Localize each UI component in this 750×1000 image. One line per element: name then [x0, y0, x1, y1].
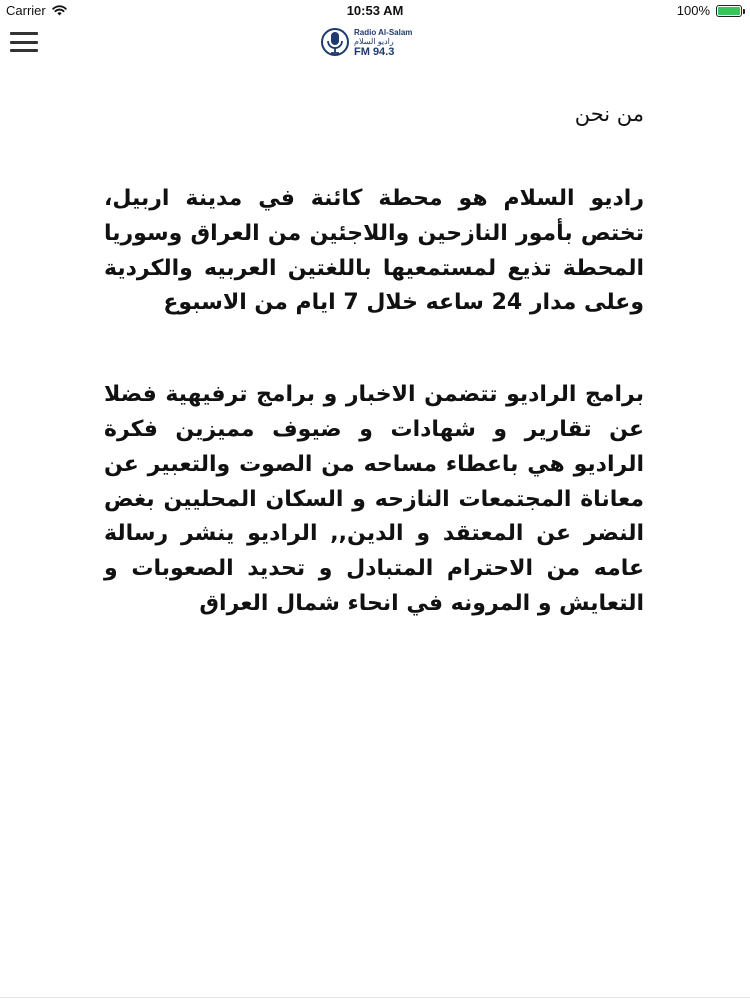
battery-percent: 100% — [676, 3, 710, 18]
about-paragraph-programs: برامج الراديو تتضمن الاخبار و برامج ترفيهية فضلا عن تقارير و شهادات و ضيوف مميزين فكرة الراديو هي باعطاء مساحه من الصوت والتعبير عن معاناة المجتمعات النازحه و السكان المحليين بغض النضر عن المعتقد و الدين,, الراديو ينشر رسالة عامه من الاحترام المتبادل و تحديد الصعوبات و التعايش و المرونه في انحاء شمال العراق — [104, 382, 644, 616]
nav-bar — [0, 22, 750, 66]
bottom-divider — [0, 997, 750, 998]
page-title: من نحن — [574, 102, 644, 126]
logo-name-ar: راديو السلام — [354, 36, 394, 46]
battery-icon — [716, 5, 742, 17]
carrier-label: Carrier — [6, 3, 46, 18]
about-paragraph-station: راديو السلام هو محطة كائنة في مدينة اربيل، تختص بأمور النازحين واللاجئين من العراق وسوريا المحطة تذيع لمستمعيها باللغتين العربيه والكردية وعلى مدار 24 ساعه خلال 7 ايام من الاسبوع — [104, 186, 644, 316]
logo-frequency: FM 94.3 — [354, 45, 395, 58]
logo-text — [354, 29, 412, 58]
status-bar — [0, 0, 750, 22]
microphone-logo-icon — [320, 26, 350, 60]
menu-line — [10, 32, 38, 35]
logo-name-en: Radio Al-Salam — [354, 27, 413, 37]
menu-line — [10, 41, 38, 44]
hamburger-menu-button[interactable] — [10, 30, 38, 54]
battery-fill — [718, 7, 740, 15]
station-logo — [320, 24, 412, 62]
about-content — [104, 96, 644, 622]
menu-line — [10, 49, 38, 52]
clock: 10:53 AM — [346, 3, 404, 18]
status-right — [677, 3, 742, 18]
